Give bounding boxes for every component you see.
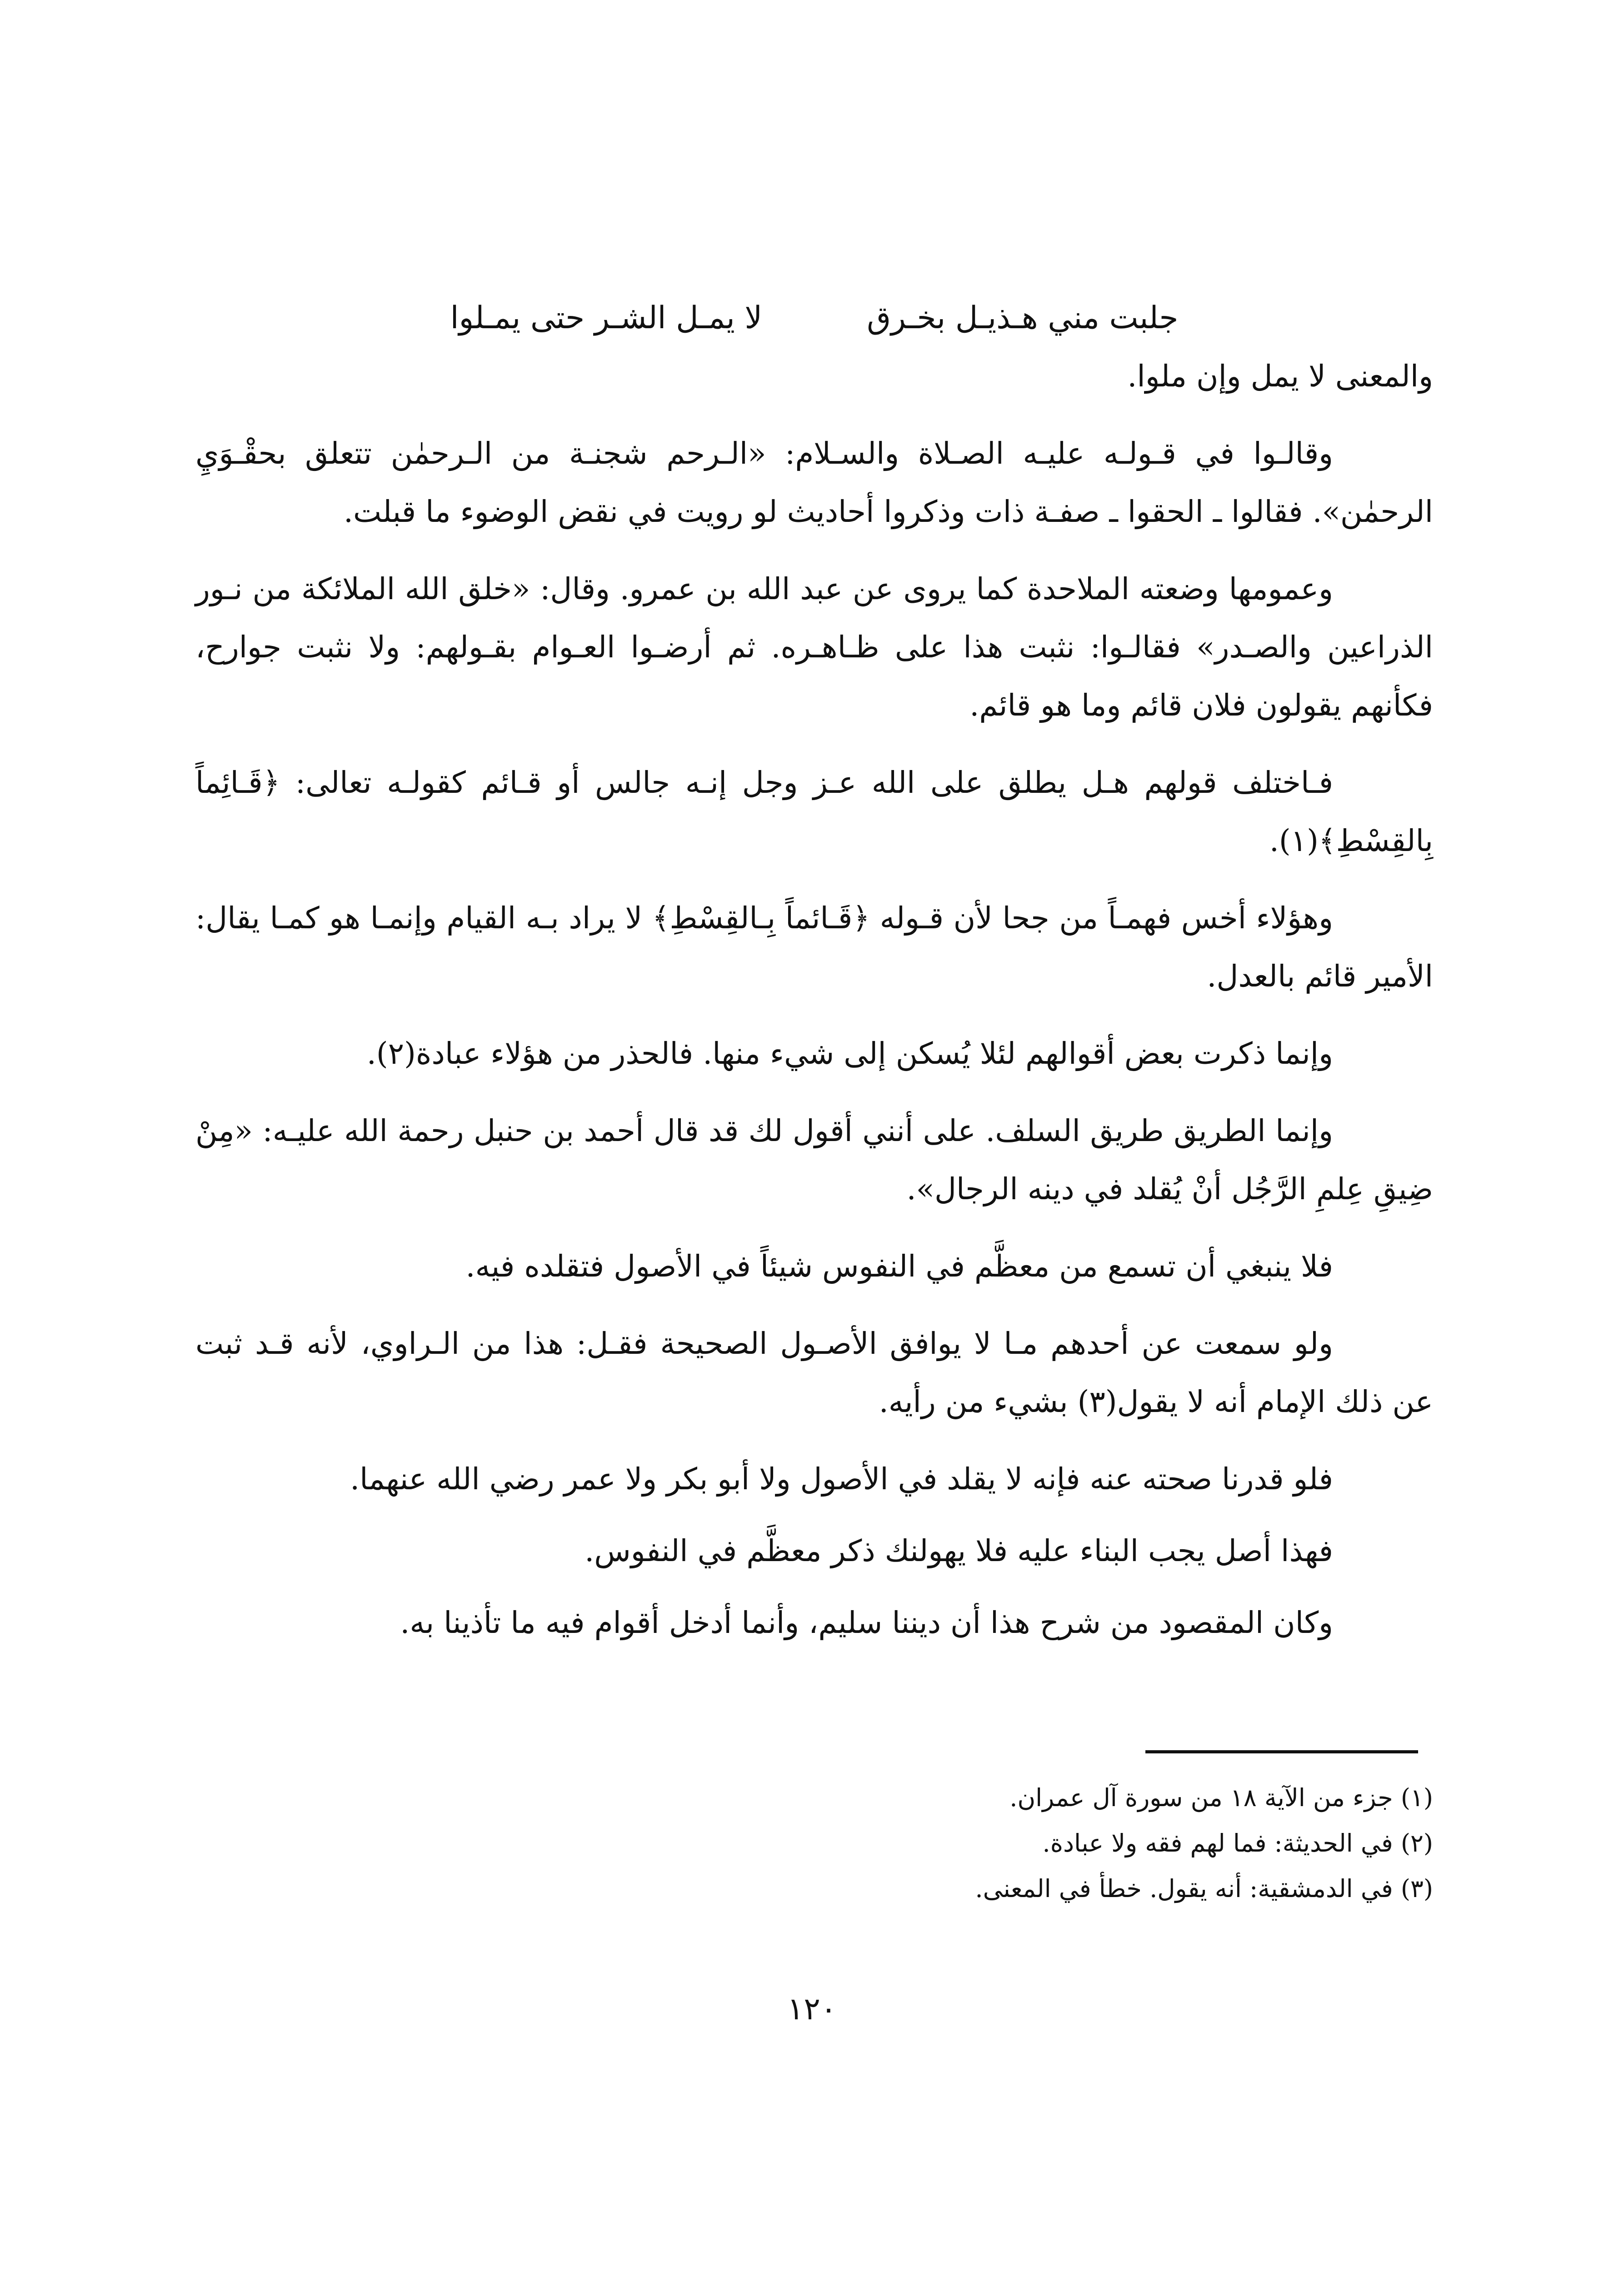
paragraph-angels-creation: وعمومها وضعته الملاحدة كما يروى عن عبد الله بن عمرو. وقال: «خلق الله الملائكة من نـور الذراعين والصـدر» فقالـوا: نثبت هذا على ظـاهـره. ثم أرضـوا العـوام بقـولهم: ولا نثبت جوارح، فكأنهم يقولون فلان قائم وما هو قائم.	[195, 571, 1433, 723]
verse-first-hemistich: جلبت مني هـذيـل بخـرق	[867, 300, 1179, 336]
footnote-1: (١) جزء من الآية ١٨ من سورة آل عمران.	[1009, 1783, 1433, 1812]
paragraph-standing-sitting: فـاختلف قولهم هـل يطلق على الله عـز وجل إنـه جالس أو قـائم كقولـه تعالى: ﴿قَـائِماً بِالقِسْطِ﴾(١).	[195, 765, 1433, 858]
paragraph-narrator-error: ولو سمعت عن أحدهم مـا لا يوافق الأصـول الصحيحة فقـل: هذا من الـراوي، لأنه قـد ثبت عن ذلك الإمام أنه لا يقول(٣) بشيء من رأيه.	[195, 1326, 1433, 1419]
paragraph-mention-reason: وإنما ذكرت بعض أقوالهم لئلا يُسكن إلى شيء منها. فالحذر من هؤلاء عبادة(٢).	[366, 1036, 1333, 1071]
paragraph-hadith-rahim: وقالـوا في قـولـه عليـه الصـلاة والسـلام: «الـرحم شجنـة من الـرحمٰن تتعلق بحقْـوَيِ الرحمٰن». فقالوا ـ الحقوا ـ صفـة ذات وذكروا أحاديث لو رويت في نقض الوضوء ما قبلت.	[195, 436, 1433, 529]
footnotes	[706, 1775, 1433, 1912]
poetry-verse	[195, 291, 1433, 345]
paragraph-juha-comparison: وهؤلاء أخس فهمـاً من جحا لأن قـوله ﴿قَـائماً بِـالقِسْطِ﴾ لا يراد بـه القيام وإنمـا هو كمـا يقال: الأمير قائم بالعدل.	[195, 901, 1433, 994]
footnote-3: (٣) في الدمشقية: أنه يقول. خطأ في المعنى.	[975, 1874, 1433, 1903]
paragraph-verse-meaning: والمعنى لا يمل وإن ملوا.	[1127, 359, 1433, 394]
footnote-divider	[1145, 1750, 1418, 1753]
paragraph-salaf-path: وإنما الطريق طريق السلف. على أنني أقول لك قد قال أحمد بن حنبل رحمة الله عليـه: «مِنْ ضِيقِ عِلمِ الرَّجُل أنْ يُقلد في دينه الرجال».	[195, 1113, 1433, 1207]
verse-second-hemistich: لا يمـل الشـر حتى يمـلوا	[450, 300, 763, 336]
footnote-2: (٢) في الحديثة: فما لهم فقه ولا عبادة.	[1042, 1829, 1433, 1857]
main-text	[195, 291, 1433, 1666]
paragraph-purpose: وكان المقصود من شرح هذا أن ديننا سليم، وأنما أدخل أقوام فيه ما تأذينا به.	[400, 1605, 1333, 1640]
page-number: ١٢٠	[787, 1991, 837, 2027]
paragraph-no-taqlid: فلا ينبغي أن تسمع من معظَّم في النفوس شيئاً في الأصول فتقلده فيه.	[465, 1249, 1333, 1284]
paragraph-abu-bakr-umar: فلو قدرنا صحته عنه فإنه لا يقلد في الأصول ولا أبو بكر ولا عمر رضي الله عنهما.	[350, 1462, 1333, 1497]
paragraph-foundation: فهذا أصل يجب البناء عليه فلا يهولنك ذكر معظَّم في النفوس.	[585, 1533, 1333, 1568]
